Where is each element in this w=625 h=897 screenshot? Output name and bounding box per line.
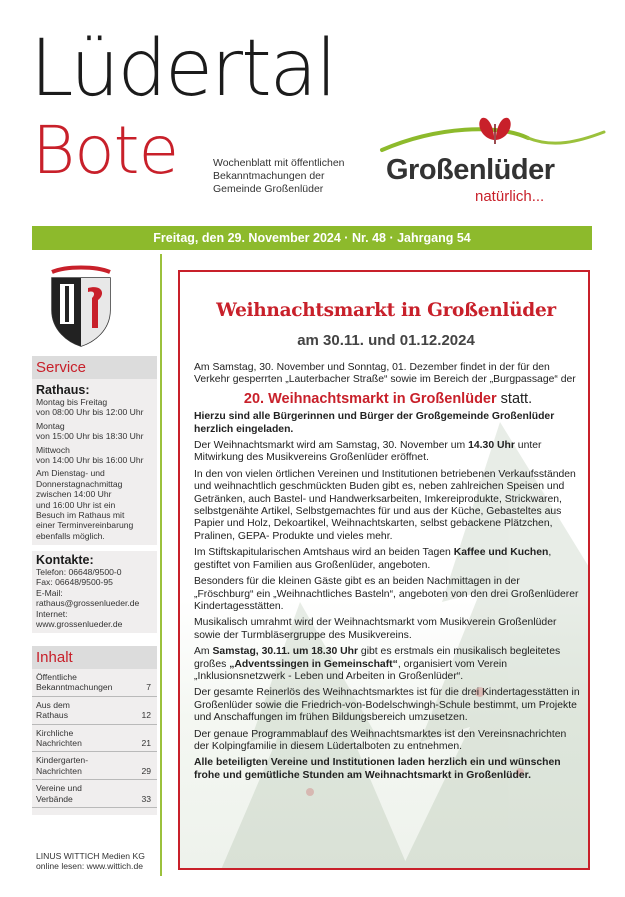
masthead-subtitle: Bote [32, 112, 179, 189]
hours-line: von 15:00 Uhr bis 18:30 Uhr [36, 431, 144, 442]
issue-info-bar: Freitag, den 29. November 2024 · Nr. 48 · Jahrgang 54 [32, 226, 592, 250]
contacts-section [32, 551, 157, 633]
text-run: , gestiftet von Familien aus Großenlüder, angeboten. [194, 547, 552, 571]
article-coffee [194, 547, 582, 572]
article-singing [194, 646, 582, 683]
article-body [194, 362, 582, 786]
text-run: gibt es erstmals ein musikalisch begleitetes großes [194, 646, 561, 670]
column-divider [160, 254, 162, 876]
email-label: E-Mail: [36, 587, 63, 598]
phone-line: Telefon: 06648/9500-0 [36, 567, 122, 577]
article-highlight [194, 390, 582, 407]
text-run: Im Stiftskapitularischen Amtshaus wird an beiden Tagen [194, 547, 454, 559]
internet-label: Internet: [36, 608, 68, 619]
article-booths: In den von vielen örtlichen Vereinen und Institutionen betriebenen Verkaufsständen und weihnachtlich geschmückten Buden gibt es, neben zahlreichen Speisen und Getränken, auch Bastel- und Handwerksarbeiten, Imkereiprodukte, Strickwaren, selbstgenähte Artikel, Selbstgemachtes für und aus der Küche, Gebasteltes aus Papier und Holz, Dekoartikel, Weihnachtskarten, selbst gebackene Plätzchen, Pralinen, GEPA- Produkte und vieles mehr. [194, 468, 576, 542]
text-run: Der Weihnachtsmarkt wird am Samstag, 30. November um [194, 440, 469, 452]
article-proceeds: Der gesamte Reinerlös des Weihnachtsmarktes ist für die drei Kindertagesstätten in Großenlüder sowie die Friedrich-von-Bodelschwingh-Schule bestimmt, um Projekte und Anschaffungen im frühen Bildungsbereich umzusetzen. [194, 687, 580, 724]
butterfly-icon [479, 118, 510, 144]
toc-item[interactable] [32, 725, 157, 753]
hours-line: Mittwoch [36, 444, 70, 455]
toc-page: 12 [141, 710, 151, 721]
opening-time: 14.30 Uhr [468, 440, 515, 452]
hours-line: einer Terminvereinbarung [36, 520, 134, 531]
article-program: Der genaue Programmablauf des Weihnachtsmarktes ist den Vereinsnachrichten der Kolpingfamilie in diesem Lüdertalboten zu entnehmen. [194, 728, 567, 752]
tagline-line: Gemeinde Großenlüder [213, 183, 324, 195]
toc-page: 29 [141, 765, 151, 776]
hours-line: ebenfalls möglich. [36, 530, 105, 541]
hours-line: Besuch im Rathaus mit [36, 510, 125, 521]
article-subtitle: am 30.11. und 01.12.2024 [297, 332, 475, 349]
toc-label: Rathaus [36, 710, 69, 721]
toc-label: Vereine und [36, 783, 82, 794]
toc-item[interactable] [32, 669, 157, 697]
fax-line: Fax: 06648/9500-95 [36, 577, 113, 588]
service-section [32, 379, 157, 545]
online-read-link[interactable]: online lesen: www.wittich.de [36, 861, 143, 872]
publisher-note [36, 851, 145, 872]
toc-page: 33 [141, 793, 151, 804]
toc-label: Bekanntmachungen [36, 682, 113, 693]
tagline-line: Bekanntmachungen der [213, 170, 325, 182]
hours-line: zwischen 14:00 Uhr [36, 489, 112, 500]
email-link[interactable]: rathaus@grossenlueder.de [36, 598, 140, 609]
contents-heading: Inhalt [32, 646, 157, 669]
hours-line: Montag [36, 420, 65, 431]
article-closing: Alle beteiligten Vereine und Institutionen laden herzlich ein und wünschen frohe und gemütliche Stunden am Weihnachtsmarkt in Großenlüder. [194, 757, 561, 781]
text-run: , organisiert vom Verein „Inklusionsnetzwerk - Leben und Arbeiten in Großenlüder“. [194, 658, 507, 682]
toc-label: Kindergarten- [36, 755, 89, 766]
toc-item[interactable] [32, 697, 157, 725]
article-music: Musikalisch umrahmt wird der Weihnachtsmarkt vom Musikverein Großenlüder sowie der Turmbläsergruppe des Musikvereins. [194, 617, 557, 641]
toc-item[interactable] [32, 752, 157, 780]
contacts-list [32, 567, 157, 629]
article-intro: Am Samstag, 30. November und Sonntag, 01. Dezember findet in der für den Verkehr gesperrten „Lauterbacher Straße“ sowie im Bereich der „Burgpassage“ der [194, 362, 576, 386]
text-run: Am [194, 646, 213, 658]
text-run: unter Mitwirkung des Musikvereins Großenlüder eröffnet. [194, 440, 542, 464]
logo-name: Großenlüder [386, 154, 555, 186]
contacts-heading: Kontakte: [36, 553, 94, 567]
toc-label: Nachrichten [36, 765, 82, 776]
sidebar [32, 254, 157, 874]
toc-page: 7 [146, 682, 151, 693]
hours-line: Donnerstagnachmittag [36, 478, 123, 489]
coat-of-arms-icon [46, 264, 116, 348]
hours-line: und 16:00 Uhr ist ein [36, 499, 116, 510]
singing-event: „Adventssingen in Gemeinschaft“ [229, 658, 398, 670]
toc-label: Öffentliche [36, 672, 77, 682]
toc-label: Verbände [36, 793, 73, 804]
toc-label: Aus dem [36, 699, 70, 710]
article-title: Weihnachtsmarkt in Großenlüder [216, 300, 556, 321]
masthead-tagline [213, 157, 383, 196]
rathaus-hours [32, 397, 157, 541]
toc-item[interactable] [32, 780, 157, 808]
publisher-line: LINUS WITTICH Medien KG [36, 851, 145, 861]
table-of-contents [32, 669, 157, 815]
coffee-highlight: Kaffee und Kuchen [453, 547, 549, 559]
featured-article [178, 270, 590, 870]
article-opening [194, 440, 582, 465]
municipality-logo [378, 112, 608, 212]
highlight-event: 20. Weihnachtsmarkt in Großenlüder [243, 390, 497, 407]
article-kids: Besonders für die kleinen Gäste gibt es an beiden Nachmittagen in der „Fröschburg“ ein „Weihnachtliches Basteln“, angeboten von den drei Großenlüderer Kindertagesstätten. [194, 576, 579, 612]
hours-line: von 14:00 Uhr bis 16:00 Uhr [36, 455, 144, 466]
singing-time: Samstag, 30.11. um 18.30 Uhr [212, 646, 359, 658]
logo-claim: natürlich... [475, 188, 545, 205]
tagline-line: Wochenblatt mit öffentlichen [213, 157, 345, 169]
toc-label: Kirchliche [36, 727, 74, 738]
article-invitation: Hierzu sind alle Bürgerinnen und Bürger der Großgemeinde Großenlüder herzlich eingeladen. [194, 411, 555, 435]
masthead-title: Lüdertal [30, 24, 336, 114]
rathaus-heading: Rathaus: [36, 383, 90, 397]
service-heading: Service [32, 356, 157, 379]
toc-label: Nachrichten [36, 738, 82, 749]
highlight-suffix: statt. [496, 390, 533, 407]
hours-line: Am Dienstag- und [36, 468, 105, 479]
website-link[interactable]: www.grossenlueder.de [36, 619, 123, 630]
toc-page: 21 [141, 738, 151, 749]
hours-line: Montag bis Freitag [36, 397, 108, 407]
hours-line: von 08:00 Uhr bis 12:00 Uhr [36, 407, 144, 418]
